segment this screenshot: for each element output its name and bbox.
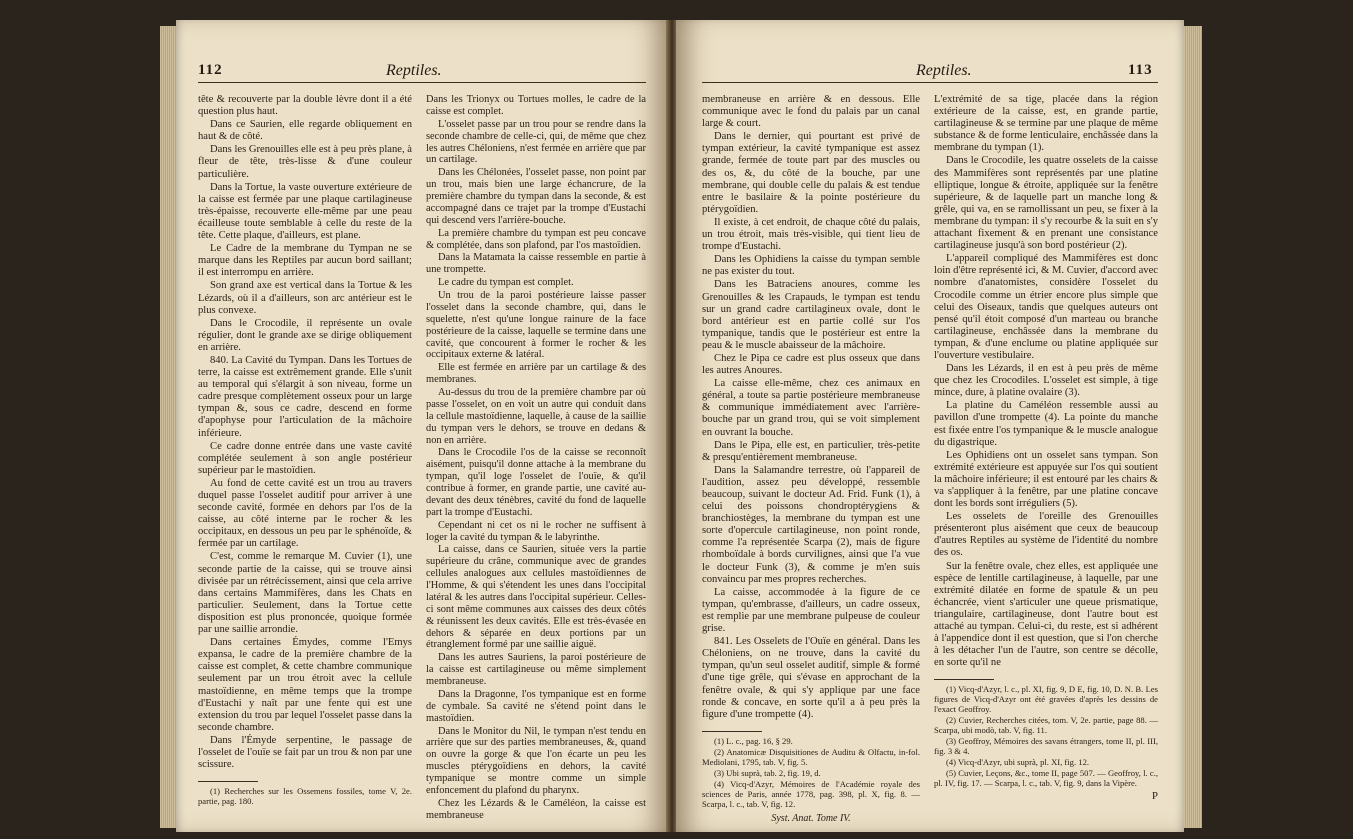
paragraph: Dans certaines Émydes, comme l'Emys expansa, le cadre de la première chambre de la caisse est complet, & cette chambre communique seulement par un trou étroit avec la cellule mastoïdienne, en même temps que la trompe d'Eustachi y naît par une fente qui est une extension du trou par lequel l'osselet passe dans la seconde chambre. bbox=[198, 637, 412, 733]
paragraph: Le Cadre de la membrane du Tympan ne se marque dans les Reptiles par aucun bord saillant; il est interrompu en arrière. bbox=[198, 243, 412, 279]
paragraph: Dans le Crocodile, les quatre osselets de la caisse des Mammifères sont représentés par une platine elliptique, longue & étroite, appliquée sur la fenêtre supérieure, & de laquelle part un manche long & grêle, qui va, en se ramollissant un peu, se fixer à la membrane du tympan: il s'y recourbe & la suit en s'y attachant fixement & en prenant une consistance cartilagineuse jusqu'à son bord postérieur (2). bbox=[934, 155, 1158, 252]
signature-line: Syst. Anat. Tome IV. bbox=[771, 812, 851, 824]
right-page-number: 113 bbox=[1128, 62, 1153, 78]
paragraph: La caisse, dans ce Saurien, située vers la partie supérieure du crâne, communique avec de grandes cellules analogues aux cellules mastoïdiennes de l'Homme, & qui s'étendent les unes dans l'occipital latéral & les autres dans l'occipital supérieur. Celles-ci sont même communes aux caisses des deux côtés & réunissent les deux cavités. Elle est très-évasée en dehors & séparée en deux portions par un étranglement formé par une saillie aiguë. bbox=[426, 544, 646, 651]
paragraph: tête & recouverte par la double lèvre dont il a été question plus haut. bbox=[198, 94, 412, 118]
paragraph: Au fond de cette cavité est un trou au travers duquel passe l'osselet auditif pour arriver à une seconde cavité, formée en dehors par l'os de la caisse, au côté interne par le rocher & les occipitaux, en dessous un peu par le sphénoïde, & fermée par un cartilage. bbox=[198, 477, 412, 550]
paragraph: La platine du Caméléon ressemble aussi au pavillon d'une trompette (4). La pointe du manche est fixée entre l'os tympanique & le muscle analogue du digastrique. bbox=[934, 400, 1158, 448]
paragraph: Dans la Dragonne, l'os tympanique est en forme de cymbale. Sa cavité ne s'étend point dans le mastoïdien. bbox=[426, 688, 646, 724]
paragraph: Dans le dernier, qui pourtant est privé de tympan extérieur, la cavité tympanique est assez grande, fermée de toute part par des muscles ou des os, &, du côté de la bouche, par une membrane, qui double celle du palais & est tendue entre le basilaire & la pointe postérieure du ptérygoïdien. bbox=[702, 131, 920, 215]
paragraph: Dans l'Émyde serpentine, le passage de l'osselet de l'ouïe se fait par un trou & non par une scissure. bbox=[198, 734, 412, 771]
paragraph: 841. Les Osselets de l'Ouïe en général. Dans les Chéloniens, on ne trouve, dans la cavité du tympan, qu'un seul osselet auditif, simple & formé d'une tige grêle, qui s'évase en approchant de la fenêtre ovale, & qui s'y applique par une face ronde & concave, en sorte qu'il a à peu près la figure d'une trompette (4). bbox=[702, 636, 920, 720]
footnote: (3) Ubi suprà, tab. 2, fig. 19, d. bbox=[714, 767, 821, 778]
paragraph: Le cadre du tympan est complet. bbox=[438, 277, 574, 289]
footnote: (1) Recherches sur les Ossemens fossiles, tome V, 2e. partie, pag. 180. bbox=[198, 786, 412, 807]
paragraph: La caisse, accommodée à la figure de ce tympan, qu'embrasse, d'ailleurs, un cadre osseux, est remplie par une membrane pulpeuse de couleur grise. bbox=[702, 586, 920, 635]
right-footnotes-2 bbox=[934, 684, 1158, 788]
right-page bbox=[676, 20, 1184, 832]
footnote: (5) Cuvier, Leçons, &c., tome II, page 507. — Geoffroy, l. c., pl. IV, fig. 17. — Scarpa, l. c., tab. V, fig. 9, dans la Vipère. bbox=[934, 768, 1158, 789]
paragraph: Il existe, à cet endroit, de chaque côté du palais, un trou étroit, mais très-visible, qui tient lieu de trompe d'Eustachi. bbox=[702, 216, 920, 253]
paragraph: La caisse elle-même, chez ces animaux en général, a toute sa partie postérieure membraneuse & communique immédiatement avec l'arrière-bouche par un grand trou, qui se voit simplement en ouvrant la bouche. bbox=[702, 378, 920, 438]
paragraph: Les osselets de l'oreille des Grenouilles présenteront plus aisément que ceux de beaucoup d'autres Reptiles au système de l'identité du nombre des os. bbox=[934, 511, 1158, 559]
footnote: (1) L. c., pag. 16, § 29. bbox=[714, 735, 793, 746]
paragraph: Dans le Monitor du Nil, le tympan n'est tendu en arrière que sur des parties membraneuses, &, quand on ouvre la gorge & que l'on écarte un peu les muscles ptérygoïdiens en dehors, la cavité tympanique se montre comme un simple enfoncement du plafond du pharynx. bbox=[426, 725, 646, 796]
right-column-2 bbox=[934, 94, 1158, 803]
footnote: (4) Vicq-d'Azyr, Mémoires de l'Académie royale des sciences de Paris, année 1778, pag. 398, pl. X, fig. 8. — Scarpa, l. c., tab. V, fig. 12. bbox=[702, 778, 920, 809]
paragraph: Dans la Tortue, la vaste ouverture extérieure de la caisse est fermée par une plaque cartilagineuse très-épaisse, recouverte elle-même par une peau écailleuse toute semblable à celle du reste de la tête. Cette plaque, d'ailleurs, est plane. bbox=[198, 181, 412, 242]
paragraph: Dans ce Saurien, elle regarde obliquement en haut & de côté. bbox=[198, 119, 412, 143]
left-page-number: 112 bbox=[198, 62, 223, 78]
right-column-1-text bbox=[702, 94, 920, 721]
paragraph: Un trou de la paroi postérieure laisse passer l'osselet dans la seconde chambre, qui, dans le squelette, n'est qu'une longue rainure de la face postérieure de la caisse, laquelle se termine dans une cavité, que concourent à former le rocher & les occipitaux externe & latéral. bbox=[426, 290, 646, 361]
right-page-edges bbox=[1182, 26, 1202, 828]
left-column-1 bbox=[198, 94, 412, 807]
left-header-rule bbox=[198, 82, 646, 83]
paragraph: La première chambre du tympan est peu concave & complétée, dans son plafond, par l'os mastoïdien. bbox=[426, 227, 646, 251]
paragraph: Chez le Pipa ce cadre est plus osseux que dans les autres Anoures. bbox=[702, 352, 920, 377]
left-column-1-text bbox=[198, 94, 412, 771]
paragraph: Dans les Chélonées, l'osselet passe, non point par un trou, mais bien une large échancrure, de la première chambre du tympan dans la seconde, & est accompagné dans ce trajet par la trompe d'Eustachi qui descend vers l'arrière-bouche. bbox=[426, 167, 646, 226]
paragraph: Sur la fenêtre ovale, chez elles, est appliquée une espèce de lentille cartilagineuse, à laquelle, par une extrémité dilatée en forme de spatule & un peu échancrée, vient s'articuler une queue prismatique, triangulaire, cartilagineuse, dont l'autre bout est attaché au tympan. Celui-ci, du reste, est si adhérent à l'appendice dont il est question, que si l'on cherche à les détacher l'un de l'autre, son centre se décolle, en sorte qu'il ne bbox=[934, 560, 1158, 669]
paragraph: L'extrémité de sa tige, placée dans la région extérieure de la caisse, est, en grande partie, cartilagineuse & se termine par une plaque de même substance & de forme lenticulaire, enchâssée dans la membrane du tympan (1). bbox=[934, 94, 1158, 154]
paragraph: Ce cadre donne entrée dans une vaste cavité complétée seulement à son angle postérieur supérieur par le mastoïdien. bbox=[198, 440, 412, 476]
signature-mark: P bbox=[1151, 790, 1158, 803]
right-footnote-rule-2 bbox=[934, 679, 994, 680]
paragraph: Dans le Crocodile l'os de la caisse se reconnoît aisément, puisqu'il donne attache à la membrane du tympan, qu'il loge l'osselet de l'ouïe, & qu'il contribue à former, en grande partie, une cavité au-devant des deux ténèbres, cavité du fond de laquelle part la trompe d'Eustachi. bbox=[426, 447, 646, 518]
paragraph: Dans la Matamata la caisse ressemble en partie à une trompette. bbox=[426, 252, 646, 276]
left-footnote-rule bbox=[198, 781, 258, 782]
paragraph: Dans le Crocodile, il représente un ovale régulier, dont le grande axe se dirige obliquement en arrière. bbox=[198, 317, 412, 353]
paragraph: Dans les Grenouilles elle est à peu près plane, à fleur de tête, très-lisse & d'une couleur particulière. bbox=[198, 144, 412, 180]
left-column-2-text bbox=[426, 94, 646, 822]
paragraph: Dans la Salamandre terrestre, où l'appareil de l'audition, assez peu développé, ressemble beaucoup, suivant le docteur Ad. Frid. Funk (1), à celui des poissons chondroptérygiens & branchiostèges, la membrane du tympan est une sorte d'opercule cartilagineuse, non point ronde, comme l'a représentée Scarpa (2), mais de figure rhomboïdale à bords curvilignes, ainsi que l'a vue le docteur Funk (3), & comme je m'en suis convaincu par mes propres recherches. bbox=[702, 464, 920, 585]
footnote: (4) Vicq-d'Azyr, ubi suprà, pl. XI, fig. 12. bbox=[946, 757, 1090, 768]
footnote: (2) Cuvier, Recherches citées, tom. V, 2e. partie, page 88. — Scarpa, ubi modò, tab. V, fig. 11. bbox=[934, 715, 1158, 736]
left-footnotes bbox=[198, 786, 412, 806]
left-running-title: Reptiles. bbox=[386, 62, 442, 79]
paragraph: L'appareil compliqué des Mammifères est donc loin d'être représenté ici, & M. Cuvier, d'accord avec nombre d'anatomistes, considère l'osselet du Crocodile comme un étrier encore plus simple que celui des Oiseaux, tandis que quelques auteurs ont pensé qu'il étoit composé d'un marteau ou branche cartilagineuse, enchâssée dans la membrane du tympan, & d'une enclume ou platine appliquée sur l'ouverture vestibulaire. bbox=[934, 253, 1158, 361]
paragraph: Dans le Pipa, elle est, en particulier, très-petite & presqu'entièrement membraneuse. bbox=[702, 439, 920, 463]
paragraph: 840. La Cavité du Tympan. Dans les Tortues de terre, la caisse est extrêmement grande. Elle s'unit au temporal qui s'élargit à son niveau, forme un cadre presque complètement osseux pour un large tympan &, sous ce cadre, descend en forme d'apophyse pour l'articulation de la mâchoire inférieure. bbox=[198, 354, 412, 439]
paragraph: Elle est fermée en arrière par un cartilage & des membranes. bbox=[426, 362, 646, 386]
right-footnotes-1 bbox=[702, 736, 920, 809]
paragraph: Dans les Lézards, il en est à peu près de même que chez les Crocodiles. L'osselet est simple, à tige mince, dure, à platine ovalaire (3). bbox=[934, 363, 1158, 399]
paragraph: Dans les Trionyx ou Tortues molles, le cadre de la caisse est complet. bbox=[426, 94, 646, 117]
footnote: (1) Vicq-d'Azyr, l. c., pl. XI, fig. 9, D E, fig. 10, D. N. B. Les figures de Vicq-d'Azyr ont été gravées d'après les dessins de l'exact Geoffroy. bbox=[934, 684, 1158, 715]
paragraph: L'osselet passe par un trou pour se rendre dans la seconde chambre de celle-ci, qui, de même que chez les autres Chéloniens, n'est fermée en arrière que par un cartilage. bbox=[426, 118, 646, 166]
paragraph: Son grand axe est vertical dans la Tortue & les Lézards, où il a d'ailleurs, son arc antérieur est le plus convexe. bbox=[198, 280, 412, 316]
right-footnote-rule-1 bbox=[702, 731, 762, 732]
footnote: (3) Geoffroy, Mémoires des savans étrangers, tome II, pl. III, fig. 3 & 4. bbox=[934, 736, 1158, 757]
right-running-title: Reptiles. bbox=[916, 62, 972, 79]
paragraph: Dans les autres Sauriens, la paroi postérieure de la caisse est cartilagineuse ou même simplement membraneuse. bbox=[426, 652, 646, 687]
paragraph: Chez les Lézards & le Caméléon, la caisse est membraneuse bbox=[426, 797, 646, 821]
right-column-1 bbox=[702, 94, 920, 825]
paragraph: C'est, comme le remarque M. Cuvier (1), une seconde partie de la caisse, qui se trouve ainsi divisée par un rétrécissement, ainsi que cela arrive dans certains Mammifères, dans les Chats en particulier. Seulement, dans la Tortue cette disposition est plus prononcée, quoique formée par une saillie arrondie. bbox=[198, 551, 412, 636]
paragraph: membraneuse en arrière & en dessous. Elle communique avec le fond du palais par un canal large & court. bbox=[702, 94, 920, 130]
paragraph: Cependant ni cet os ni le rocher ne suffisent à loger la cavité du tympan & le labyrinthe. bbox=[426, 519, 646, 543]
paragraph: Dans les Ophidiens la caisse du tympan semble ne pas exister du tout. bbox=[702, 254, 920, 278]
left-column-2 bbox=[426, 94, 646, 823]
right-header-rule bbox=[702, 82, 1158, 83]
paragraph: Dans les Batraciens anoures, comme les Grenouilles & les Crapauds, le tympan est tendu sur un grand cadre cartilagineux ovale, dont le bord antérieur est en partie collé sur l'os tympanique, tandis que le postérieur est entre la peau & le muscle abaisseur de la mâchoire. bbox=[702, 279, 920, 351]
paragraph: Au-dessus du trou de la première chambre par où passe l'osselet, on en voit un autre qui conduit dans la cellule mastoïdienne, laquelle, à cause de la saillie du tympan vers le dehors, se trouve en dedans & non en arrière. bbox=[426, 387, 646, 446]
right-column-2-text bbox=[934, 94, 1158, 669]
left-page bbox=[176, 20, 668, 832]
paragraph: Les Ophidiens ont un osselet sans tympan. Son extrémité extérieure est appuyée sur l'os qui soutient la mâchoire inférieure; il est entouré par les chairs & va s'appliquer à la fenêtre, par une platine concave dont les bords sont irréguliers (5). bbox=[934, 449, 1158, 510]
footnote: (2) Anatomicæ Disquisitiones de Auditu & Olfactu, in-fol. Mediolani, 1795, tab. V, fig. 5. bbox=[702, 746, 920, 767]
